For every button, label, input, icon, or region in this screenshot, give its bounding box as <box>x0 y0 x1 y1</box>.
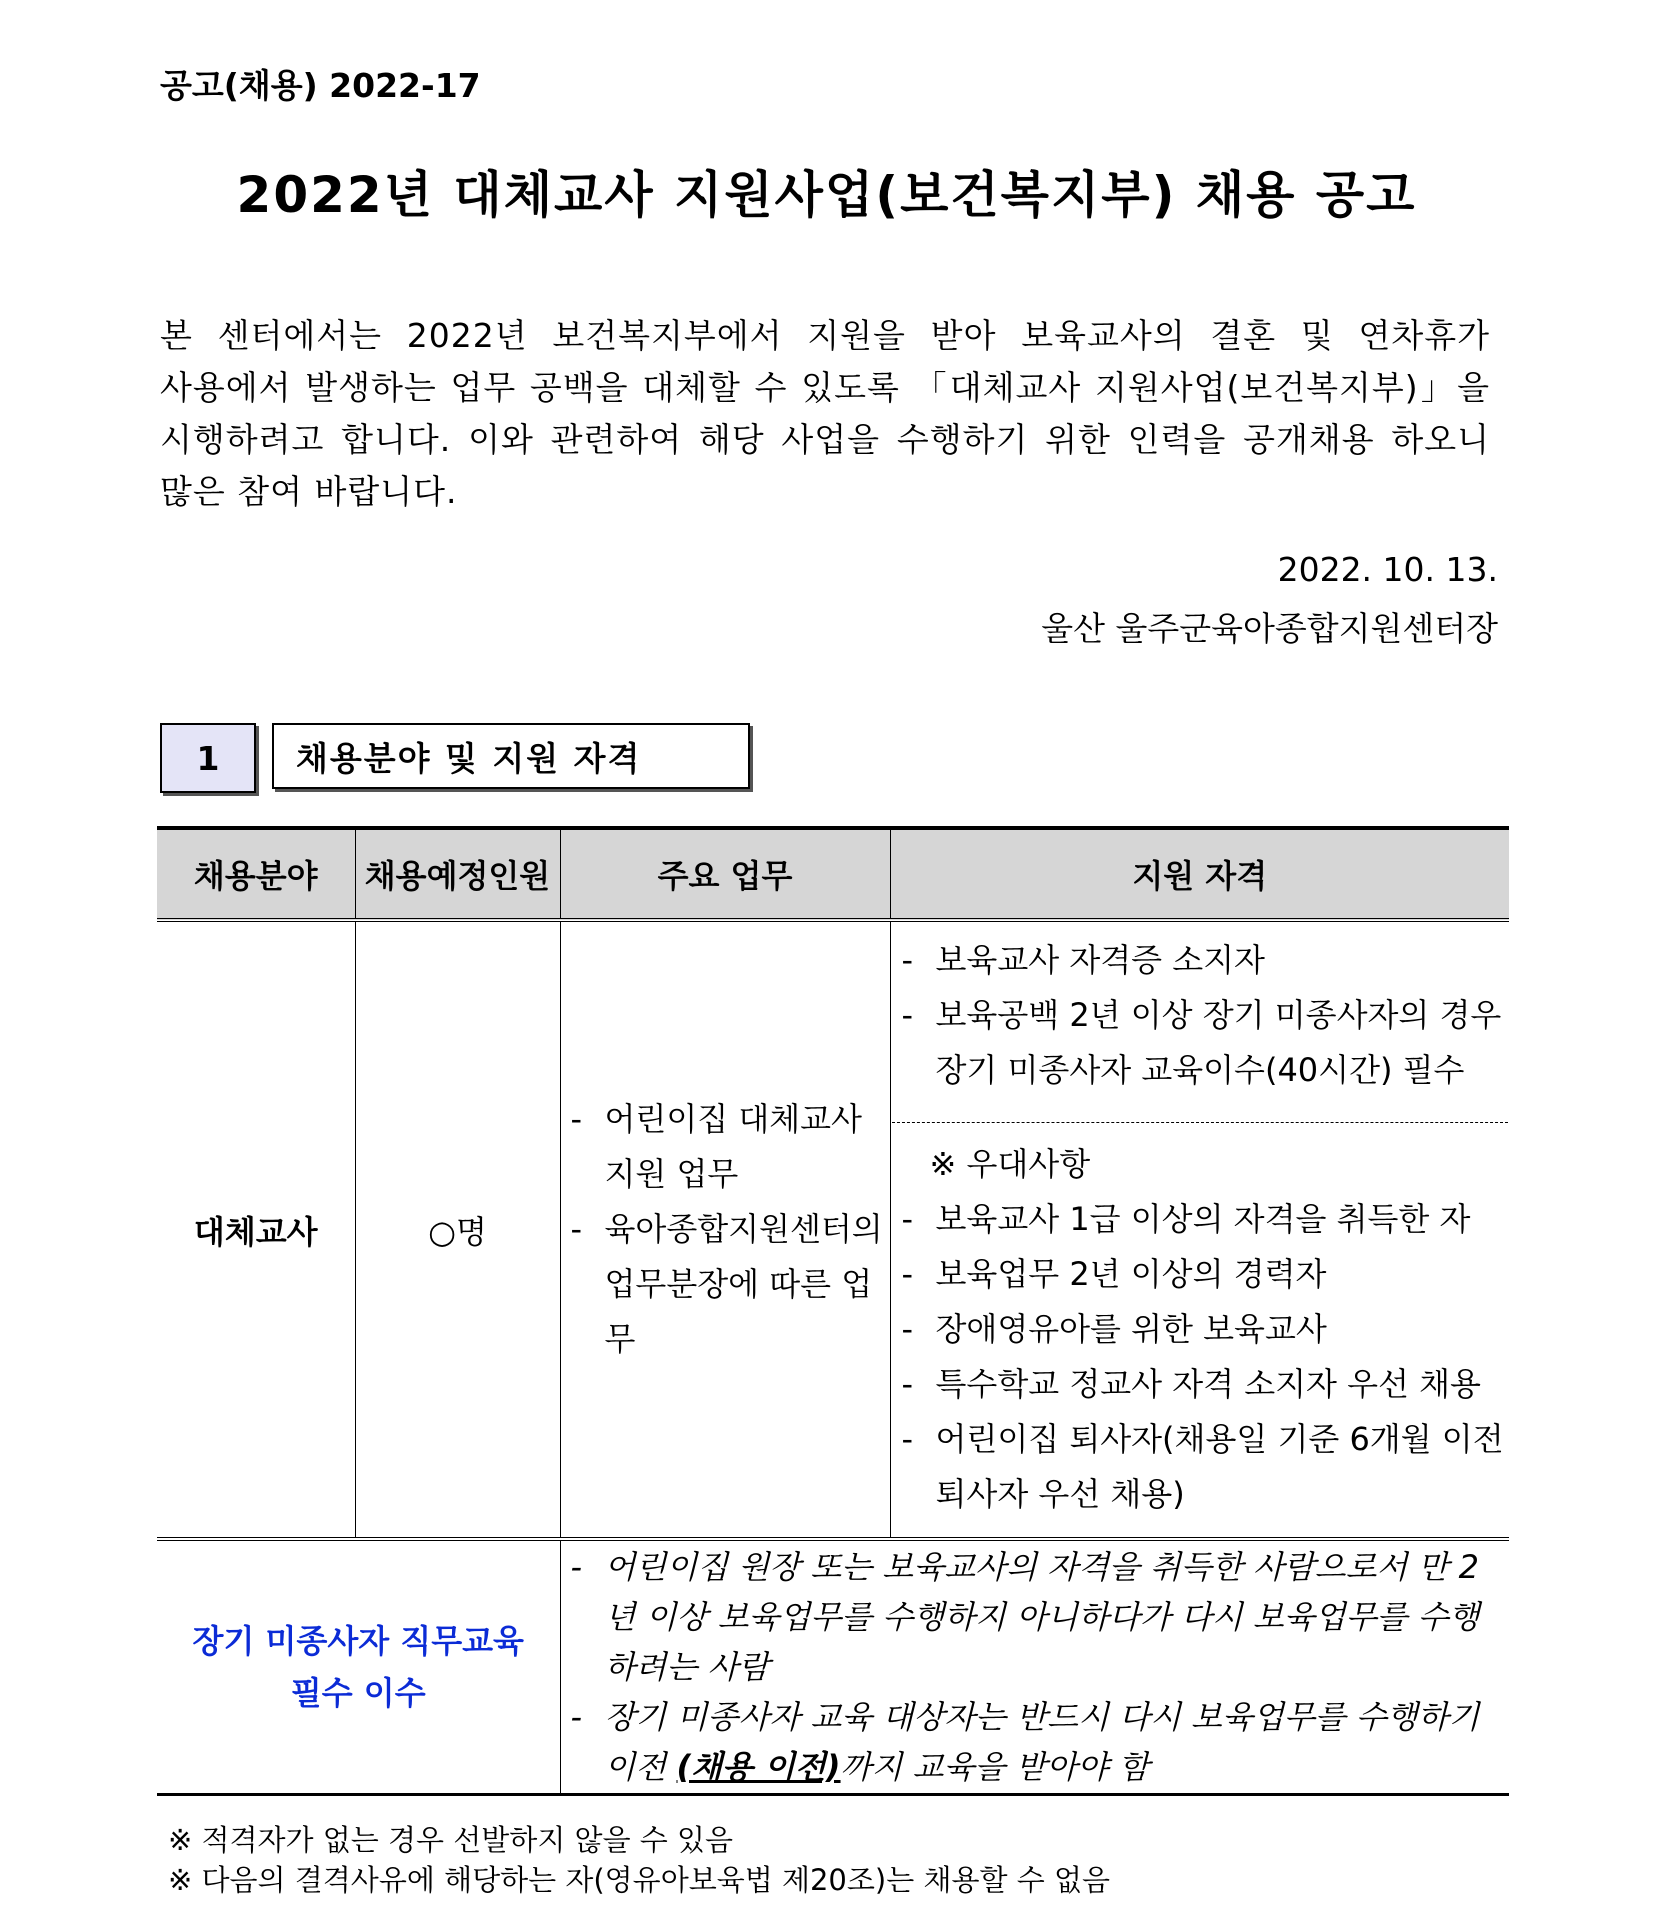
header-count: 채용예정인원 <box>355 828 560 920</box>
education-label <box>157 1539 560 1795</box>
preference-item: - 장애영유아를 위한 보육교사 <box>900 1302 1509 1357</box>
preference-item: - 보육교사 1급 이상의 자격을 취득한 자 <box>900 1192 1509 1247</box>
education-item <box>569 1692 1509 1792</box>
notice-number: 공고(채용) 2022-17 <box>160 66 481 105</box>
duties-cell <box>560 920 890 1539</box>
intro-line: 본 센터에서는 2022년 보건복지부에서 지원을 받아 보육교사의 결혼 및 연차휴가 <box>160 316 1490 355</box>
education-emphasis: (채용 이전) <box>676 1748 841 1786</box>
footnotes <box>168 1820 1110 1900</box>
education-row <box>157 1539 1509 1795</box>
education-label-line: 장기 미종사자 직무교육 <box>192 1622 524 1660</box>
footnote: ※ 적격자가 없는 경우 선발하지 않을 수 있음 <box>168 1823 734 1857</box>
document-title: 2022년 대체교사 지원사업(보건복지부) 채용 공고 <box>236 166 1417 224</box>
education-details <box>560 1539 1509 1795</box>
field-cell: 대체교사 <box>157 920 355 1539</box>
preference-item: - 어린이집 퇴사자(채용일 기준 6개월 이전 퇴사자 우선 채용) <box>900 1412 1509 1522</box>
qualifications-cell <box>890 920 1509 1539</box>
duty-item: - 어린이집 대체교사 지원 업무 <box>569 1092 889 1202</box>
education-item-text: 장기 미종사자 교육 대상자는 반드시 다시 보육업무를 수행하기 이전 <box>604 1698 1480 1786</box>
required-qualifications <box>892 923 1509 1123</box>
preferences <box>892 1123 1509 1536</box>
qualification-item: - 보육공백 2년 이상 장기 미종사자의 경우 장기 미종사자 교육이수(40시간) 필수 <box>900 988 1509 1098</box>
header-qualifications: 지원 자격 <box>890 828 1509 920</box>
intro-paragraph <box>160 310 1490 518</box>
education-label-line: 필수 이수 <box>290 1674 426 1712</box>
issuing-organization: 울산 울주군육아종합지원센터장 <box>1041 609 1498 648</box>
section-number: 1 <box>160 723 256 793</box>
intro-line: 많은 참여 바랍니다. <box>160 472 458 511</box>
intro-line: 시행하려고 합니다. 이와 관련하여 해당 사업을 수행하기 위한 인력을 공개채용 하오니 <box>160 420 1490 459</box>
education-item-text: 까지 교육을 받아야 함 <box>840 1748 1150 1786</box>
footnote: ※ 다음의 결격사유에 해당하는 자(영유아보육법 제20조)는 채용할 수 없음 <box>168 1863 1110 1897</box>
header-duties: 주요 업무 <box>560 828 890 920</box>
table-header-row <box>157 828 1509 920</box>
preference-item: - 보육업무 2년 이상의 경력자 <box>900 1247 1509 1302</box>
recruitment-table <box>157 826 1509 1796</box>
intro-line: 사용에서 발생하는 업무 공백을 대체할 수 있도록 「대체교사 지원사업(보건복지부)」을 <box>160 368 1490 407</box>
preference-item: - 특수학교 정교사 자격 소지자 우선 채용 <box>900 1357 1509 1412</box>
qualification-item: - 보육교사 자격증 소지자 <box>900 933 1509 988</box>
table-row <box>157 920 1509 1539</box>
notice-date: 2022. 10. 13. <box>1277 550 1498 589</box>
section-title: 채용분야 및 지원 자격 <box>272 723 750 789</box>
preference-title: ※ 우대사항 <box>929 1145 1091 1183</box>
count-cell: ○명 <box>355 920 560 1539</box>
education-item: - 어린이집 원장 또는 보육교사의 자격을 취득한 사람으로서 만 2년 이상 보육업무를 수행하지 아니하다가 다시 보육업무를 수행하려는 사람 <box>569 1542 1509 1692</box>
header-field: 채용분야 <box>157 828 355 920</box>
duty-item: - 육아종합지원센터의 업무분장에 따른 업무 <box>569 1202 889 1367</box>
